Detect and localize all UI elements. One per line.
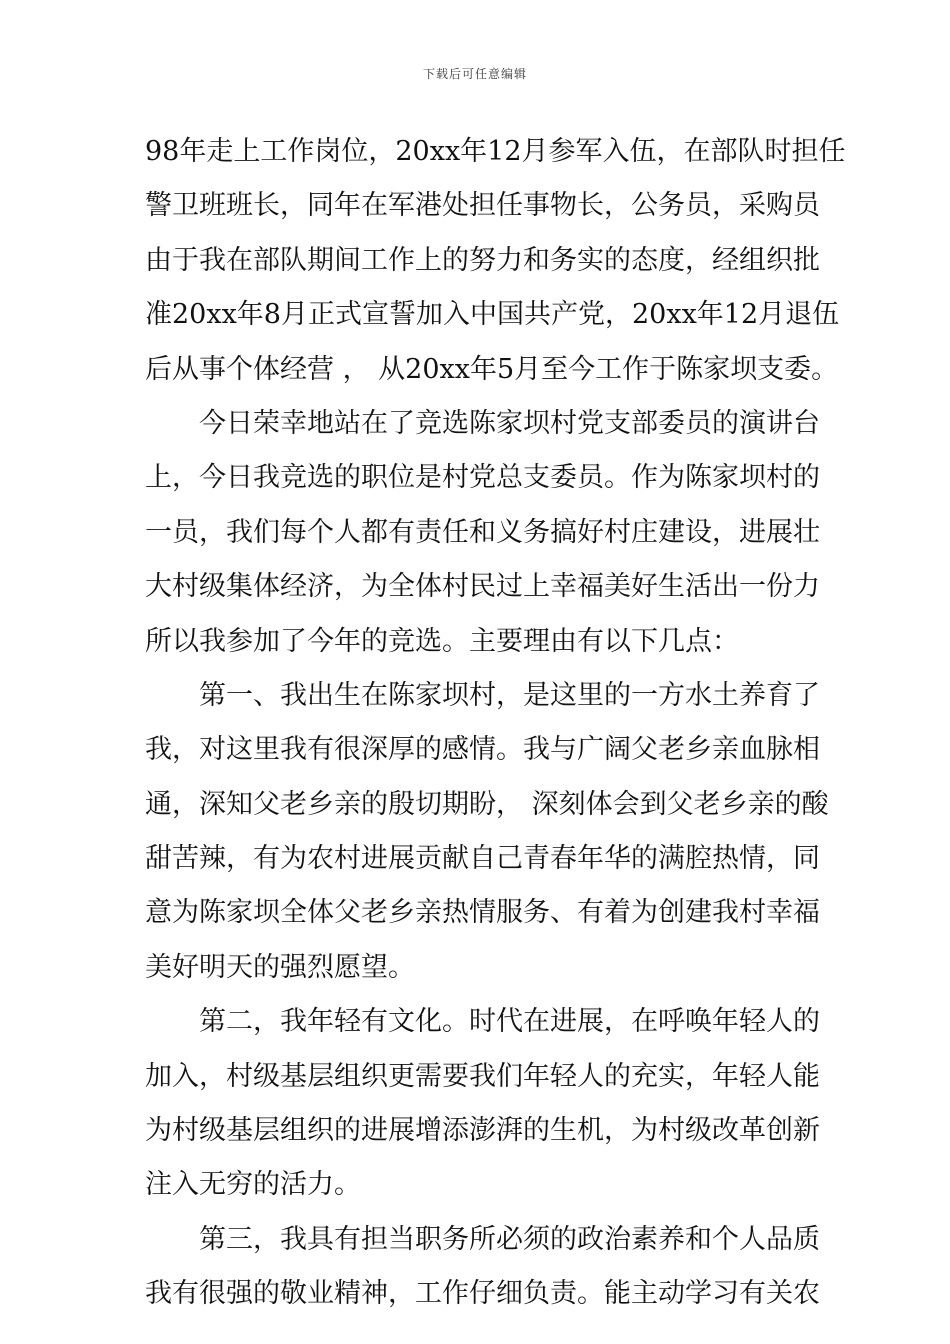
paragraph-start-line: 今日荣幸地站在了竞选陈家坝村党支部委员的演讲台 — [199, 407, 820, 439]
body-text — [145, 129, 846, 1326]
text-line: 意为陈家坝全体父老乡亲热情服务、有着为创建我村幸福 — [145, 897, 820, 929]
text-line: 98年走上工作岗位，20xx年12月参军入伍，在部队时担任 — [145, 136, 846, 167]
text-line: 我有很强的敬业精神，工作仔细负责。能主动学习有关农 — [145, 1278, 820, 1310]
text-line: 由于我在部队期间工作上的努力和务实的态度，经组织批 — [145, 244, 820, 276]
text-line: 上，今日我竞选的职位是村党总支委员。作为陈家坝村的 — [145, 462, 820, 494]
text-line: 一员，我们每个人都有责任和义务搞好村庄建设，进展壮 — [145, 516, 820, 548]
text-line: 大村级集体经济，为全体村民过上幸福美好生活出一份力 — [145, 571, 820, 603]
text-line: 加入，村级基层组织更需要我们年轻人的充实，年轻人能 — [145, 1060, 820, 1092]
paragraph-start-line: 第三，我具有担当职务所必须的政治素养和个人品质 — [199, 1223, 820, 1255]
text-line: 为村级基层组织的进展增添澎湃的生机，为村级改革创新 — [145, 1115, 820, 1147]
text-line: 所以我参加了今年的竞选。主要理由有以下几点： — [145, 625, 739, 657]
text-line: 后从事个体经营 ， 从20xx年5月至今工作于陈家坝支委。 — [145, 353, 839, 385]
text-line: 警卫班班长，同年在军港处担任事物长，公务员，采购员 — [145, 190, 820, 222]
text-line: 通，深知父老乡亲的殷切期盼， 深刻体会到父老乡亲的酸 — [145, 788, 829, 820]
text-line: 注入无穷的活力。 — [145, 1169, 361, 1201]
paragraph-start-line: 第二，我年轻有文化。时代在进展，在呼唤年轻人的 — [199, 1006, 820, 1038]
text-line: 美好明天的强烈愿望。 — [145, 951, 415, 983]
text-line: 我，对这里我有很深厚的感情。我与广阔父老乡亲血脉相 — [145, 734, 820, 766]
page-header: 下载后可任意编辑 — [422, 67, 527, 81]
text-line: 甜苦辣，有为农村进展贡献自己青春年华的满腔热情，同 — [145, 843, 820, 875]
text-line: 准20xx年8月正式宣誓加入中国共产党，20xx年12月退伍 — [145, 299, 840, 331]
paragraph-start-line: 第一、我出生在陈家坝村，是这里的一方水土养育了 — [199, 679, 820, 711]
